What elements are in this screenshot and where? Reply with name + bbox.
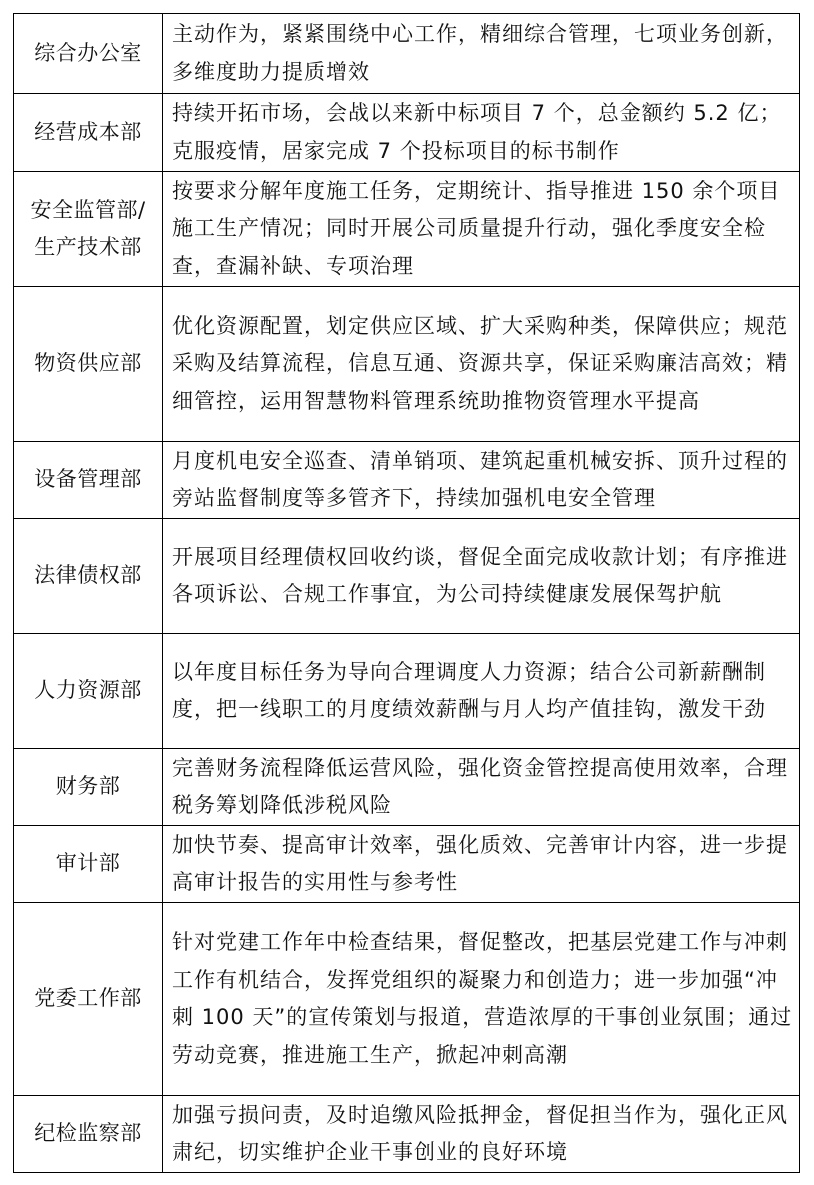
table-row [14,903,800,1096]
description-cell [163,287,800,442]
table-row [14,634,800,749]
department-name: 经营成本部 [34,119,142,144]
description-cell [163,903,800,1096]
department-name: 法律债权部 [34,563,142,588]
department-description: 月度机电安全巡查、清单销项、建筑起重机械安拆、顶升过程的旁站监督制度等多管齐下，持续加强机电安全管理 [172,448,788,510]
description-cell [163,94,800,172]
department-name-cell [14,287,163,442]
department-description: 优化资源配置，划定供应区域、扩大采购种类，保障供应；规范采购及结算流程，信息互通、资源共享，保证采购廉洁高效；精细管控，运用智慧物料管理系统助推物资管理水平提高 [172,313,788,413]
department-description: 针对党建工作年中检查结果，督促整改，把基层党建工作与冲刺工作有机结合，发挥党组织的凝聚力和创造力；进一步加强“冲刺 100 天”的宣传策划与报道，营造浓厚的干事创业氛围；通过劳动竞赛，推进施工生产，掀起冲刺高潮 [172,930,793,1067]
description-cell [163,519,800,634]
department-description: 持续开拓市场，会战以来新中标项目 7 个，总金额约 5.2 亿；克服疫情，居家完成 7 个投标项目的标书制作 [172,101,782,163]
department-name-cell [14,903,163,1096]
description-cell [163,749,800,826]
department-description: 以年度目标任务为导向合理调度人力资源；结合公司新薪酬制度，把一线职工的月度绩效薪酬与月人均产值挂钩，激发干劲 [172,659,766,721]
department-description: 开展项目经理债权回收约谈，督促全面完成收款计划；有序推进各项诉讼、合规工作事宜，为公司持续健康发展保驾护航 [172,544,788,606]
department-name-cell [14,826,163,903]
department-name-cell [14,14,163,94]
department-description: 主动作为，紧紧围绕中心工作，精细综合管理，七项业务创新，多维度助力提质增效 [172,22,788,84]
department-name: 综合办公室 [34,40,142,65]
department-name-cell [14,634,163,749]
department-name-cell [14,94,163,172]
description-cell [163,826,800,903]
department-description: 加快节奏、提高审计效率，强化质效、完善审计内容，进一步提高审计报告的实用性与参考性 [172,832,788,894]
department-name: 人力资源部 [34,678,142,703]
department-name: 设备管理部 [34,467,142,492]
table-row [14,442,800,519]
department-name-cell [14,442,163,519]
description-cell [163,634,800,749]
department-name-cell [14,519,163,634]
table-row [14,287,800,442]
description-cell [163,172,800,287]
description-cell [163,14,800,94]
department-description: 加强亏损问责，及时追缴风险抵押金，督促担当作为，强化正风肃纪，切实维护企业干事创业的良好环境 [172,1102,788,1164]
department-description: 完善财务流程降低运营风险，强化资金管控提高使用效率，合理税务筹划降低涉税风险 [172,755,788,817]
department-name: 审计部 [55,851,121,876]
department-description: 按要求分解年度施工任务，定期统计、指导推进 150 余个项目施工生产情况；同时开展公司质量提升行动，强化季度安全检查，查漏补缺、专项治理 [172,178,781,278]
department-work-table [13,13,800,1173]
description-cell [163,1096,800,1173]
department-name: 党委工作部 [34,986,142,1011]
table-row [14,826,800,903]
table-row [14,519,800,634]
department-name: 财务部 [55,774,121,799]
department-name-cell [14,749,163,826]
table-row [14,1096,800,1173]
description-cell [163,442,800,519]
department-name: 物资供应部 [34,351,142,376]
department-name: 安全监管部/生产技术部 [30,197,146,259]
table-row [14,172,800,287]
table-row [14,94,800,172]
table-row [14,749,800,826]
table-row [14,14,800,94]
department-name-cell [14,1096,163,1173]
department-name: 纪检监察部 [34,1121,142,1146]
department-name-cell [14,172,163,287]
